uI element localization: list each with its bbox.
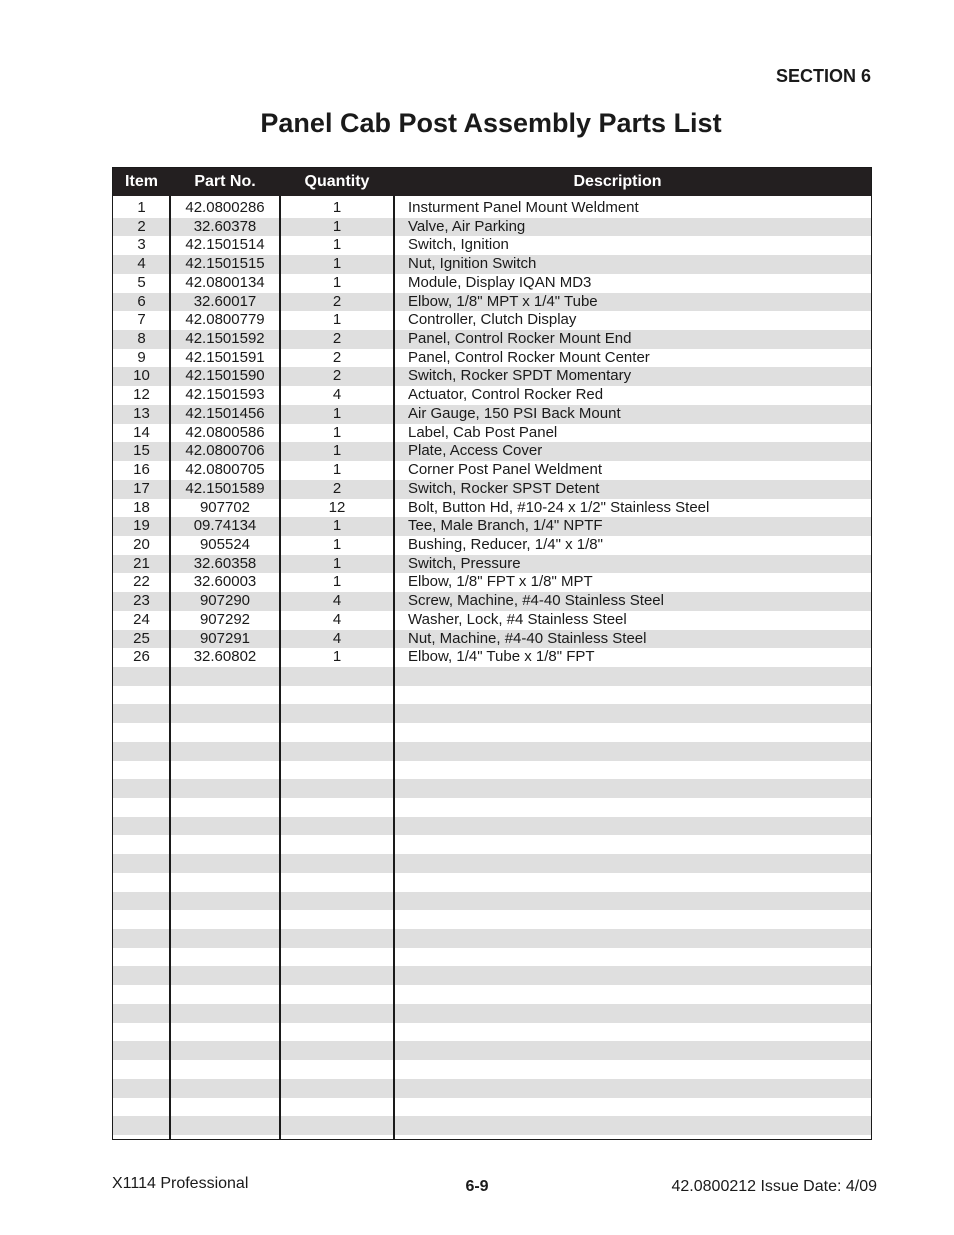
cell-description: Elbow, 1/8" FPT x 1/8" MPT [408,573,593,591]
table-row [113,424,871,443]
cell-part-no [170,798,280,817]
cell-description: Elbow, 1/4" Tube x 1/8" FPT [408,648,595,666]
cell-description: Insturment Panel Mount Weldment [408,199,639,216]
cell-item [113,723,170,742]
cell-quantity [280,704,394,723]
cell-description [394,1098,871,1117]
cell-quantity: 1 [332,535,342,553]
cell-quantity: 4 [332,610,342,628]
cell-part-no [170,1023,280,1042]
cell-quantity [280,929,394,948]
cell-quantity [280,948,394,967]
cell-item [113,948,170,967]
table-row [113,592,871,611]
cell-part-no [170,929,280,948]
cell-part-no: 42.1501593 [185,386,265,404]
cell-part-no [170,966,280,985]
cell-item: 12 [133,386,150,404]
cell-item: 5 [137,273,146,291]
cell-quantity: 1 [332,442,342,460]
table-row [113,293,871,312]
cell-part-no [170,1041,280,1060]
table-row [113,274,871,293]
cell-description [394,966,871,985]
cell-item [113,835,170,854]
cell-description [394,761,871,780]
empty-table-row [113,704,871,723]
cell-quantity [280,873,394,892]
cell-quantity: 4 [332,629,342,647]
table-row [113,236,871,255]
cell-description [394,798,871,817]
cell-part-no [170,817,280,836]
cell-description: Valve, Air Parking [408,217,526,235]
cell-description: Plate, Access Cover [408,442,543,460]
cell-part-no: 42.0800586 [185,423,265,441]
cell-quantity: 1 [332,423,342,441]
cell-description: Switch, Ignition [408,236,509,254]
cell-part-no: 32.60378 [193,217,257,235]
cell-quantity: 1 [332,236,342,254]
cell-item [113,929,170,948]
empty-table-row [113,1079,871,1098]
cell-item: 2 [137,217,146,235]
cell-quantity: 2 [332,292,342,310]
cell-description: Controller, Clutch Display [408,311,577,329]
cell-description: Bushing, Reducer, 1/4" x 1/8" [408,535,603,553]
cell-part-no [170,873,280,892]
column-header-quantity: Quantity [304,173,370,190]
cell-quantity [280,985,394,1004]
empty-table-row [113,1004,871,1023]
table-header [113,168,871,196]
empty-table-row [113,1060,871,1079]
cell-part-no [170,667,280,686]
cell-description: Label, Cab Post Panel [408,423,558,441]
footer-issue-date: 42.0800212 Issue Date: 4/09 [671,1178,877,1195]
cell-item: 1 [137,199,146,216]
empty-table-row [113,892,871,911]
cell-quantity: 12 [328,498,346,516]
cell-quantity [280,892,394,911]
cell-description: Washer, Lock, #4 Stainless Steel [408,610,627,628]
table-row [113,367,871,386]
table-row [113,349,871,368]
cell-description: Module, Display IQAN MD3 [408,273,592,291]
cell-part-no: 42.0800705 [185,461,265,479]
cell-quantity [280,742,394,761]
empty-table-row [113,667,871,686]
cell-item [113,817,170,836]
cell-description: Bolt, Button Hd, #10-24 x 1/2" Stainless Steel [408,498,710,516]
empty-table-row [113,798,871,817]
cell-item [113,1060,170,1079]
cell-quantity: 1 [332,461,342,479]
cell-item [113,761,170,780]
cell-part-no: 42.1501592 [185,330,265,348]
column-header-description: Description [573,173,662,190]
cell-quantity [280,1041,394,1060]
table-row [113,630,871,649]
cell-description: Elbow, 1/8" MPT x 1/4" Tube [408,292,598,310]
empty-table-row [113,985,871,1004]
table-row [113,311,871,330]
empty-table-row [113,779,871,798]
cell-part-no [170,761,280,780]
table-row [113,405,871,424]
cell-quantity [280,798,394,817]
table-row [113,461,871,480]
cell-item: 6 [137,292,146,310]
cell-quantity: 2 [332,479,342,497]
cell-description [394,910,871,929]
cell-quantity [280,723,394,742]
cell-part-no [170,854,280,873]
table-row [113,480,871,499]
cell-part-no [170,1116,280,1135]
table-row [113,536,871,555]
cell-quantity: 1 [332,311,342,329]
cell-part-no: 907702 [199,498,251,516]
cell-quantity [280,779,394,798]
cell-item [113,704,170,723]
cell-description [394,948,871,967]
cell-part-no: 42.1501589 [185,479,265,497]
table-row [113,255,871,274]
column-header-item: Item [125,173,158,190]
cell-description: Actuator, Control Rocker Red [408,386,604,404]
table-body [113,196,871,1135]
cell-item: 15 [133,442,150,460]
cell-item: 24 [133,610,150,628]
empty-table-row [113,929,871,948]
cell-description [394,779,871,798]
cell-part-no: 32.60802 [193,648,257,666]
cell-item: 16 [133,461,150,479]
empty-table-row [113,835,871,854]
cell-item: 22 [133,573,150,591]
cell-item [113,985,170,1004]
cell-part-no: 42.1501590 [185,367,265,385]
empty-table-row [113,742,871,761]
cell-description [394,1116,871,1135]
cell-part-no: 32.60003 [193,573,257,591]
cell-quantity: 1 [332,573,342,591]
cell-item [113,966,170,985]
cell-description [394,817,871,836]
cell-quantity [280,835,394,854]
cell-item: 20 [133,535,150,553]
cell-item [113,779,170,798]
cell-part-no: 42.1501515 [185,255,265,273]
cell-part-no [170,704,280,723]
empty-table-row [113,817,871,836]
cell-description [394,985,871,1004]
empty-table-row [113,1098,871,1117]
cell-description: Screw, Machine, #4-40 Stainless Steel [408,592,664,610]
cell-quantity [280,854,394,873]
cell-item: 8 [137,330,146,348]
cell-description: Air Gauge, 150 PSI Back Mount [408,404,621,422]
cell-quantity [280,966,394,985]
cell-part-no: 42.1501456 [185,404,265,422]
table-row [113,499,871,518]
cell-part-no [170,1060,280,1079]
cell-item: 21 [133,554,150,572]
cell-item [113,667,170,686]
cell-part-no: 42.1501514 [185,236,265,254]
cell-part-no: 32.60358 [193,554,257,572]
cell-description [394,1060,871,1079]
cell-quantity [280,761,394,780]
column-divider [279,196,281,1139]
cell-description: Tee, Male Branch, 1/4" NPTF [408,517,603,535]
cell-quantity: 1 [332,404,342,422]
cell-description: Switch, Rocker SPDT Momentary [408,367,632,385]
cell-description [394,835,871,854]
cell-part-no: 907292 [199,610,251,628]
empty-table-row [113,1023,871,1042]
cell-item: 4 [137,255,146,273]
cell-quantity: 2 [332,367,342,385]
cell-item: 26 [133,648,150,666]
cell-part-no [170,892,280,911]
cell-description [394,742,871,761]
cell-part-no: 905524 [199,535,251,553]
table-row [113,442,871,461]
cell-quantity: 2 [332,348,342,366]
cell-part-no: 42.0800706 [185,442,265,460]
empty-table-row [113,854,871,873]
cell-description [394,1004,871,1023]
page-title: Panel Cab Post Assembly Parts List [260,108,722,138]
cell-description [394,686,871,705]
empty-table-row [113,723,871,742]
cell-description [394,667,871,686]
cell-description [394,854,871,873]
table-row [113,517,871,536]
cell-quantity [280,910,394,929]
empty-table-row [113,1116,871,1135]
cell-part-no: 42.1501591 [185,348,265,366]
cell-part-no [170,835,280,854]
cell-part-no [170,985,280,1004]
cell-description [394,1023,871,1042]
cell-description: Nut, Ignition Switch [408,255,537,273]
table-row [113,611,871,630]
table-row [113,199,871,218]
cell-part-no [170,1079,280,1098]
cell-description [394,1079,871,1098]
cell-description [394,723,871,742]
footer-page-number: 6-9 [465,1178,489,1195]
cell-item: 9 [137,348,146,366]
cell-part-no: 42.0800286 [185,199,265,216]
cell-part-no: 42.0800779 [185,311,265,329]
cell-quantity: 1 [332,273,342,291]
empty-table-row [113,948,871,967]
cell-item [113,1041,170,1060]
cell-part-no: 32.60017 [193,292,257,310]
empty-table-row [113,761,871,780]
table-row [113,573,871,592]
table-row [113,330,871,349]
cell-quantity [280,1098,394,1117]
cell-item [113,910,170,929]
cell-quantity [280,686,394,705]
table-row [113,555,871,574]
cell-description: Nut, Machine, #4-40 Stainless Steel [408,629,647,647]
cell-description [394,929,871,948]
cell-quantity: 1 [332,648,342,666]
cell-item [113,1079,170,1098]
footer-model: X1114 Professional [112,1175,249,1192]
cell-description: Switch, Pressure [408,554,521,572]
cell-part-no [170,723,280,742]
cell-quantity [280,817,394,836]
cell-part-no [170,1004,280,1023]
cell-item [113,873,170,892]
empty-table-row [113,1041,871,1060]
cell-quantity [280,1079,394,1098]
cell-item [113,798,170,817]
cell-description [394,892,871,911]
cell-description: Corner Post Panel Weldment [408,461,602,479]
cell-part-no: 907291 [199,629,251,647]
empty-table-row [113,686,871,705]
cell-item [113,742,170,761]
cell-quantity [280,1116,394,1135]
cell-quantity: 4 [332,386,342,404]
cell-item: 3 [137,236,146,254]
cell-quantity: 4 [332,592,342,610]
cell-description [394,704,871,723]
cell-quantity [280,1004,394,1023]
cell-part-no: 09.74134 [193,517,257,535]
cell-description: Switch, Rocker SPST Detent [408,479,600,497]
cell-part-no [170,742,280,761]
section-label: SECTION 6 [775,66,871,86]
cell-item: 7 [137,311,146,329]
cell-item: 25 [133,629,150,647]
column-divider [169,196,171,1139]
cell-item: 13 [133,404,150,422]
cell-item: 17 [133,479,150,497]
cell-part-no [170,686,280,705]
cell-quantity: 1 [332,199,342,216]
cell-item [113,1004,170,1023]
cell-description: Panel, Control Rocker Mount Center [408,348,650,366]
cell-item: 10 [133,367,150,385]
cell-item [113,1116,170,1135]
cell-quantity: 1 [332,255,342,273]
cell-quantity [280,1023,394,1042]
cell-quantity [280,667,394,686]
empty-table-row [113,873,871,892]
cell-description [394,1041,871,1060]
cell-item [113,854,170,873]
cell-part-no: 42.0800134 [185,273,265,291]
parts-table [112,167,872,1140]
cell-part-no [170,779,280,798]
table-row [113,648,871,667]
cell-item [113,686,170,705]
cell-item [113,892,170,911]
empty-table-row [113,910,871,929]
cell-quantity: 1 [332,554,342,572]
empty-table-row [113,966,871,985]
table-row [113,218,871,237]
cell-quantity: 1 [332,517,342,535]
column-header-part-no: Part No. [194,173,256,190]
cell-part-no: 907290 [199,592,251,610]
cell-part-no [170,1098,280,1117]
cell-quantity: 2 [332,330,342,348]
cell-item [113,1023,170,1042]
cell-description: Panel, Control Rocker Mount End [408,330,632,348]
cell-item: 18 [133,498,150,516]
cell-item: 23 [133,592,150,610]
cell-quantity: 1 [332,217,342,235]
column-divider [393,196,395,1139]
cell-item: 14 [133,423,150,441]
cell-part-no [170,910,280,929]
cell-part-no [170,948,280,967]
table-row [113,386,871,405]
cell-item: 19 [133,517,150,535]
cell-quantity [280,1060,394,1079]
cell-item [113,1098,170,1117]
cell-description [394,873,871,892]
